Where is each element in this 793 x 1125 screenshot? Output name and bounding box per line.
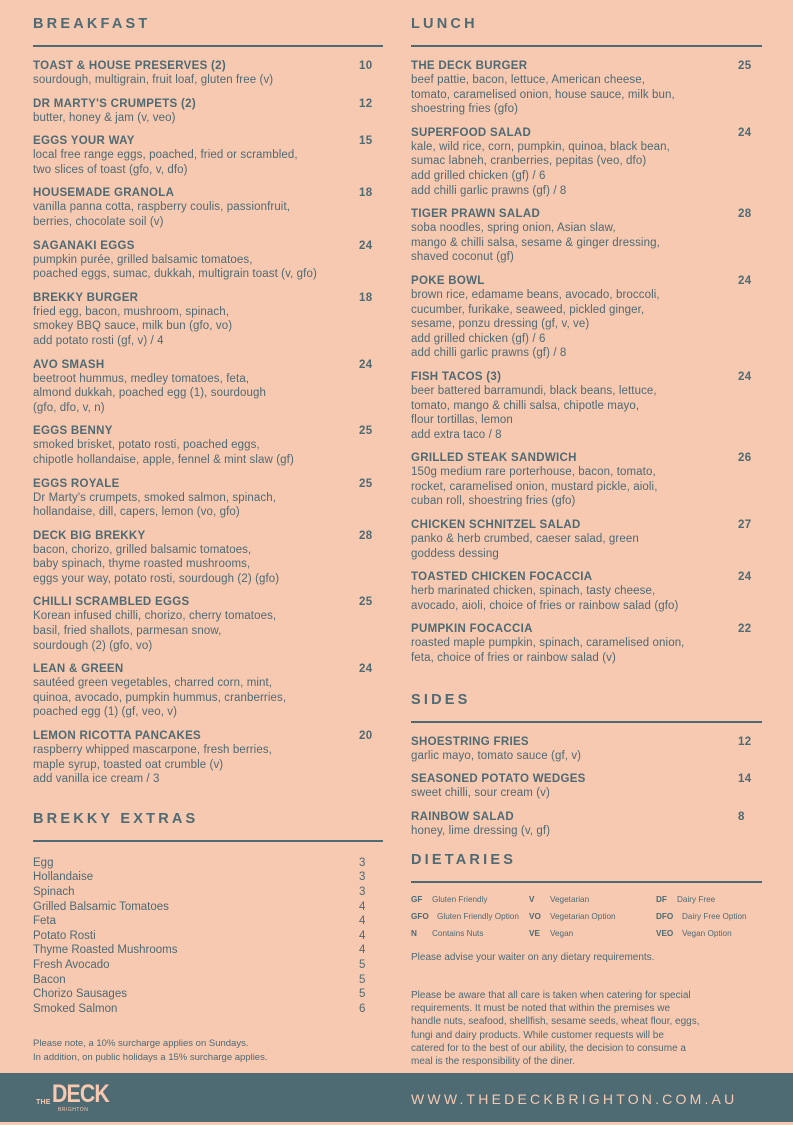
extra-item — [33, 856, 383, 871]
item-header — [411, 370, 762, 384]
item-header — [33, 239, 383, 253]
extra-item — [33, 987, 383, 1002]
extras-list — [33, 856, 383, 1017]
logo-the-text: THE — [36, 1099, 51, 1106]
extra-name: Potato Rosti — [33, 929, 96, 942]
item-description: raspberry whipped mascarpone, fresh berries, maple syrup, toasted oat crumble (v) add vanilla ice cream / 3 — [33, 744, 272, 786]
extra-item — [33, 929, 383, 944]
extra-price: 6 — [359, 1002, 366, 1015]
item-price: 25 — [359, 477, 373, 490]
dietary-advise-text: Please advise your waiter on any dietary requirements. — [411, 952, 655, 964]
item-description: local free range eggs, poached, fried or scrambled, two slices of toast (gfo, v, dfo) — [33, 149, 298, 176]
item-price: 15 — [359, 135, 373, 148]
item-description: soba noodles, spring onion, Asian slaw, mango & chilli salsa, sesame & ginger dressing, shaved coconut (gf) — [411, 222, 660, 264]
breakfast-menu-item — [33, 186, 383, 229]
footer-bar — [0, 1073, 793, 1122]
breakfast-rule — [33, 45, 383, 47]
breakfast-title: BREAKFAST — [33, 16, 151, 32]
dietary-code: V — [529, 895, 535, 905]
extra-price: 5 — [359, 958, 366, 971]
lunch-menu-item — [411, 622, 762, 665]
item-name: BREKKY BURGER — [33, 291, 139, 304]
dietary-label: Vegetarian Option — [550, 912, 616, 922]
extra-name: Feta — [33, 915, 57, 928]
dietary-label: Gluten Friendly Option — [437, 912, 519, 922]
item-header — [411, 735, 762, 749]
item-name: LEMON RICOTTA PANCAKES — [33, 730, 202, 743]
lunch-menu-item — [411, 207, 762, 265]
breakfast-menu-item — [33, 97, 383, 126]
extra-price: 3 — [359, 871, 366, 884]
extra-price: 3 — [359, 856, 366, 869]
item-description: sautéed green vegetables, charred corn, mint, quinoa, avocado, pumpkin hummus, cranberries, poached egg (1) (gf, veo, v) — [33, 677, 287, 719]
item-description: fried egg, bacon, mushroom, spinach, smokey BBQ sauce, milk bun (gfo, vo) add potato rosti (gf, v) / 4 — [33, 305, 233, 347]
extra-item — [33, 914, 383, 929]
item-name: EGGS ROYALE — [33, 477, 120, 490]
extra-name: Fresh Avocado — [33, 958, 110, 971]
dietary-code-gf — [411, 894, 529, 906]
item-price: 28 — [359, 529, 373, 542]
item-name: TOASTED CHICKEN FOCACCIA — [411, 571, 593, 584]
sides-list — [411, 735, 762, 839]
extras-rule — [33, 840, 383, 842]
item-price: 25 — [359, 425, 373, 438]
sides-menu-item — [411, 735, 762, 764]
item-description: herb marinated chicken, spinach, tasty cheese, avocado, aioli, choice of fries or rainbow salad (gfo) — [411, 585, 679, 612]
item-header — [33, 59, 383, 73]
item-price: 8 — [738, 810, 745, 823]
item-description: roasted maple pumpkin, spinach, caramelised onion, feta, choice of fries or rainbow salad (v) — [411, 637, 685, 665]
extra-name: Smoked Salmon — [33, 1002, 118, 1015]
item-header — [411, 570, 762, 584]
item-description: smoked brisket, potato rosti, poached eggs, chipotle hollandaise, apple, fennel & mint slaw (gf) — [33, 439, 294, 466]
item-price: 26 — [738, 452, 752, 465]
lunch-list — [411, 59, 762, 666]
item-name: HOUSEMADE GRANOLA — [33, 187, 175, 200]
lunch-menu-item — [411, 451, 762, 509]
breakfast-menu-item — [33, 529, 383, 587]
item-description: beetroot hummus, medley tomatoes, feta, almond dukkah, poached egg (1), sourdough (gfo, dfo, v, n) — [33, 372, 266, 414]
item-header — [411, 126, 762, 140]
extra-price: 4 — [359, 900, 366, 913]
dietary-code-v — [529, 894, 656, 906]
item-header — [411, 518, 762, 532]
item-name: THE DECK BURGER — [411, 60, 528, 72]
item-name: CHILLI SCRAMBLED EGGS — [33, 596, 190, 609]
lunch-title: LUNCH — [411, 16, 478, 32]
breakfast-menu-item — [33, 595, 383, 653]
dietary-code: GF — [411, 895, 423, 905]
item-price: 25 — [738, 60, 752, 72]
item-header — [33, 595, 383, 609]
lunch-menu-item — [411, 370, 762, 442]
dietary-disclaimer-text: Please be aware that all care is taken when catering for special requirements. It must be noted that within the premises we handle nuts, seafood, shellfish, sesame seeds, wheat flour, eggs, fungi and dairy products. While customer requests will be catered for to the best of our ability, the decision to consume a meal is the responsibility of the diner. — [411, 989, 700, 1068]
item-name: CHICKEN SCHNITZEL SALAD — [411, 519, 581, 532]
dietary-label: Gluten Friendly — [432, 895, 488, 905]
breakfast-menu-item — [33, 59, 383, 88]
extra-name: Grilled Balsamic Tomatoes — [33, 900, 169, 913]
item-name: SUPERFOOD SALAD — [411, 126, 532, 139]
item-header — [411, 59, 762, 73]
dietary-code: VE — [529, 929, 540, 939]
item-price: 24 — [359, 358, 373, 371]
extra-item — [33, 973, 383, 988]
extras-title: BREKKY EXTRAS — [33, 810, 199, 827]
item-description: pumpkin purée, grilled balsamic tomatoes, poached eggs, sumac, dukkah, multigrain toast (v, gfo) — [33, 253, 317, 281]
dietary-label: Vegan — [550, 929, 574, 939]
item-name: RAINBOW SALAD — [411, 810, 514, 823]
item-description: 150g medium rare porterhouse, bacon, tomato, rocket, caramelised onion, mustard pickle, aioli, cuban roll, shoestring fries (gfo) — [411, 466, 658, 508]
extra-item — [33, 870, 383, 885]
item-name: DECK BIG BREKKY — [33, 529, 146, 542]
item-price: 18 — [359, 291, 373, 304]
item-name: GRILLED STEAK SANDWICH — [411, 452, 577, 465]
extra-name: Spinach — [33, 886, 75, 898]
lunch-menu-item — [411, 126, 762, 198]
dietary-code-ve — [529, 928, 656, 940]
item-price: 25 — [359, 596, 373, 609]
dietaries-title: DIETARIES — [411, 852, 517, 869]
item-price: 24 — [738, 274, 752, 287]
item-price: 12 — [738, 735, 752, 748]
lunch-menu-item — [411, 274, 762, 361]
dietary-code: GFO — [411, 912, 429, 922]
item-header — [33, 477, 383, 491]
breakfast-menu-item — [33, 358, 383, 416]
breakfast-menu-item — [33, 239, 383, 282]
dietary-label: Vegetarian — [550, 895, 590, 905]
item-price: 27 — [738, 519, 752, 532]
item-description: vanilla panna cotta, raspberry coulis, passionfruit, berries, chocolate soil (v) — [33, 201, 291, 228]
extra-price: 4 — [359, 915, 366, 928]
item-header — [33, 662, 383, 676]
dietary-label: Dairy Free — [677, 895, 716, 905]
dietary-code-df — [656, 894, 762, 906]
item-name: LEAN & GREEN — [33, 663, 124, 676]
item-description: brown rice, edamame beans, avocado, broccoli, cucumber, furikake, seaweed, pickled ginger, sesame, ponzu dressing (gf, v, ve) add grilled chicken (gf) / 6 add chilli garlic prawns (gf) / 8 — [411, 288, 660, 360]
item-description: panko & herb crumbed, caeser salad, green goddess dessing — [411, 533, 639, 560]
extra-price: 5 — [359, 988, 366, 1001]
item-header — [33, 97, 383, 111]
extra-name: Hollandaise — [33, 871, 94, 884]
item-description: bacon, chorizo, grilled balsamic tomatoes, baby spinach, thyme roasted mushrooms, eggs your way, potato rosti, sourdough (2) (gfo) — [33, 543, 280, 585]
extra-name: Egg — [33, 856, 54, 869]
breakfast-menu-item — [33, 291, 383, 349]
dietary-code-dfo — [656, 911, 762, 923]
item-header — [33, 134, 383, 148]
item-name: SEASONED POTATO WEDGES — [411, 773, 586, 786]
item-description: Korean infused chilli, chorizo, cherry tomatoes, basil, fried shallots, parmesan snow, sourdough (2) (gfo, vo) — [33, 610, 277, 652]
item-header — [33, 291, 383, 305]
item-price: 12 — [359, 97, 373, 110]
item-header — [411, 207, 762, 221]
dietary-code-gfo — [411, 911, 529, 923]
sides-title: SIDES — [411, 691, 471, 708]
item-description: garlic mayo, tomato sauce (gf, v) — [411, 749, 582, 762]
item-price: 28 — [738, 208, 752, 221]
dietary-code: DF — [656, 895, 667, 905]
extra-name: Bacon — [33, 973, 66, 986]
extra-price: 4 — [359, 944, 366, 957]
extra-name: Thyme Roasted Mushrooms — [33, 944, 178, 957]
item-description: beef pattie, bacon, lettuce, American cheese, tomato, caramelised onion, house sauce, milk bun, shoestring fries (gfo) — [411, 74, 675, 116]
item-header — [411, 772, 762, 786]
breakfast-list — [33, 59, 383, 787]
sides-menu-item — [411, 810, 762, 839]
item-name: TOAST & HOUSE PRESERVES (2) — [33, 60, 226, 72]
item-price: 24 — [738, 370, 752, 383]
item-header — [411, 810, 762, 824]
logo-brighton-text: BRIGHTON — [58, 1107, 89, 1113]
extra-price: 5 — [359, 973, 366, 986]
item-name: EGGS YOUR WAY — [33, 135, 135, 148]
surcharge-note: Please note, a 10% surcharge applies on Sundays. In addition, on public holidays a 15% surcharge applies. — [33, 1038, 268, 1063]
extra-item — [33, 885, 383, 900]
lunch-menu-item — [411, 570, 762, 613]
item-price: 24 — [359, 663, 373, 676]
dietary-code-veo — [656, 928, 762, 940]
dietary-code: VO — [529, 912, 541, 922]
item-price: 24 — [738, 571, 752, 584]
dietary-label: Contains Nuts — [432, 929, 484, 939]
extra-price: 3 — [359, 886, 366, 898]
website-link[interactable]: WWW.THEDECKBRIGHTON.COM.AU — [411, 1091, 738, 1107]
lunch-menu-item — [411, 59, 762, 117]
breakfast-menu-item — [33, 477, 383, 520]
item-name: TIGER PRAWN SALAD — [411, 208, 541, 221]
breakfast-menu-item — [33, 662, 383, 720]
dietary-code: N — [411, 929, 417, 939]
breakfast-menu-item — [33, 134, 383, 177]
item-price: 20 — [359, 730, 373, 743]
item-description: honey, lime dressing (v, gf) — [411, 824, 551, 837]
dietary-code-vo — [529, 911, 656, 923]
sides-rule — [411, 721, 762, 723]
item-header — [33, 358, 383, 372]
item-name: PUMPKIN FOCACCIA — [411, 623, 533, 636]
breakfast-menu-item — [33, 729, 383, 787]
item-description: sweet chilli, sour cream (v) — [411, 787, 550, 800]
item-header — [33, 424, 383, 438]
lunch-rule — [411, 45, 762, 47]
item-price: 24 — [738, 126, 752, 139]
item-name: SHOESTRING FRIES — [411, 735, 529, 748]
dietary-codes-grid — [411, 894, 762, 940]
dietary-code: VEO — [656, 929, 674, 939]
extra-name: Chorizo Sausages — [33, 988, 127, 1001]
dietary-label: Vegan Option — [682, 929, 732, 939]
item-name: SAGANAKI EGGS — [33, 239, 135, 252]
item-description: sourdough, multigrain, fruit loaf, gluten free (v) — [33, 74, 274, 86]
extra-item — [33, 958, 383, 973]
breakfast-menu-item — [33, 424, 383, 467]
item-header — [33, 186, 383, 200]
item-price: 24 — [359, 239, 373, 252]
item-price: 22 — [738, 623, 752, 636]
item-name: AVO SMASH — [33, 358, 105, 371]
item-header — [33, 529, 383, 543]
item-name: DR MARTY'S CRUMPETS (2) — [33, 97, 196, 110]
left-column — [33, 14, 383, 1064]
item-header — [411, 622, 762, 636]
item-name: FISH TACOS (3) — [411, 370, 502, 383]
item-price: 10 — [359, 60, 373, 72]
dietaries-rule — [411, 881, 762, 883]
lunch-menu-item — [411, 518, 762, 561]
dietary-code-n — [411, 928, 529, 940]
sides-menu-item — [411, 772, 762, 801]
item-name: POKE BOWL — [411, 274, 485, 287]
item-description: kale, wild rice, corn, pumpkin, quinoa, black bean, sumac labneh, cranberries, pepitas (veo, dfo) add grilled chicken (gf) / 6 add chilli garlic prawns (gf) / 8 — [411, 140, 670, 197]
item-header — [411, 451, 762, 465]
dietary-label: Dairy Free Option — [682, 912, 747, 922]
item-description: Dr Marty's crumpets, smoked salmon, spinach, hollandaise, dill, capers, lemon (vo, gfo) — [33, 491, 277, 519]
dietary-code: DFO — [656, 912, 674, 922]
item-price: 14 — [738, 773, 752, 786]
right-column — [411, 14, 762, 1068]
item-header — [33, 729, 383, 743]
extra-price: 4 — [359, 929, 366, 942]
item-price: 18 — [359, 187, 373, 200]
item-name: EGGS BENNY — [33, 425, 113, 438]
extra-item — [33, 943, 383, 958]
extra-item — [33, 1002, 383, 1017]
item-description: butter, honey & jam (v, veo) — [33, 111, 176, 124]
item-header — [411, 274, 762, 288]
item-description: beer battered barramundi, black beans, lettuce, tomato, mango & chilli salsa, chipotle mayo, flour tortillas, lemon add extra taco / 8 — [411, 384, 657, 441]
extra-item — [33, 900, 383, 915]
logo-deck-text: DECK — [52, 1080, 109, 1108]
